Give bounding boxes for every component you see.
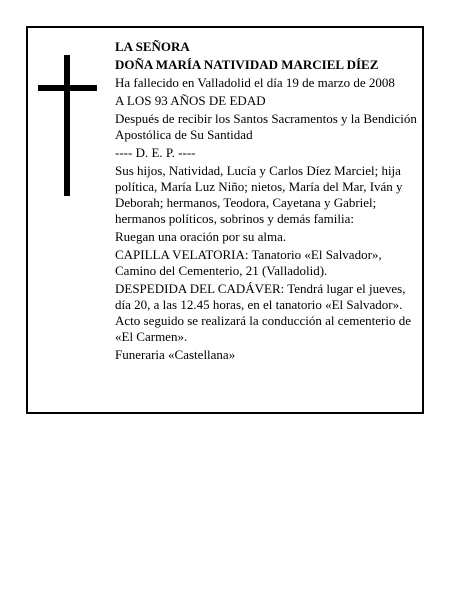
funeral-home-line: Funeraria «Castellana» (115, 347, 236, 362)
deceased-name: DOÑA MARÍA NATIVIDAD MARCIEL DÍEZ (115, 57, 379, 72)
sacraments-line: Después de recibir los Santos Sacramentos y la Bendición Apostólica de Su Santidad (115, 111, 417, 142)
cross-icon-vertical-bar (64, 55, 70, 196)
family-line: Sus hijos, Natividad, Lucía y Carlos Díez Marciel; hija política, María Luz Niño; nietos, María del Mar, Iván y Deborah; hermanos, Teodora, Cayetana y Gabriel; hermanos políticos, sobrinos y demás familia: (115, 163, 403, 226)
death-line: Ha fallecido en Valladolid el día 19 de marzo de 2008 (115, 75, 395, 90)
cross-icon-horizontal-bar (38, 85, 97, 91)
chapel-line: CAPILLA VELATORIA: Tanatorio «El Salvador», Camino del Cementerio, 21 (Valladolid). (115, 247, 382, 278)
farewell-line: DESPEDIDA DEL CADÁVER: Tendrá lugar el jueves, día 20, a las 12.45 horas, en el tanatorio «El Salvador». Acto seguido se realizará la conducción al cementerio de «El Carmen». (115, 281, 411, 344)
obituary-text (115, 39, 420, 365)
notice-title: LA SEÑORA (115, 39, 190, 54)
prayer-line: Ruegan una oración por su alma. (115, 229, 287, 244)
age-line: A LOS 93 AÑOS DE EDAD (115, 93, 266, 108)
rip-line: ---- D. E. P. ---- (115, 145, 196, 160)
